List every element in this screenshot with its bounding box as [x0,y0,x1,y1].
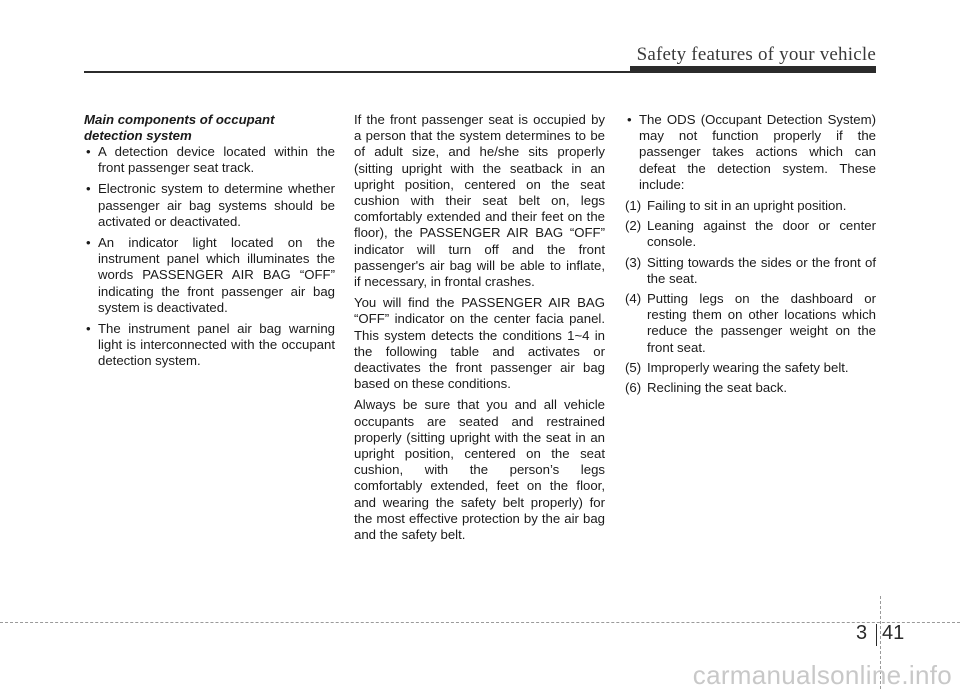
list-marker: (4) [625,291,642,307]
list-item [625,291,876,356]
column-middle [354,112,605,548]
actions-list [625,198,876,396]
list-item [625,218,876,250]
list-item [625,380,876,396]
page-number: 41 [882,622,905,644]
list-text: Putting legs on the dashboard or resting them on other locations which reduce the passenger weight on the front seat. [647,291,876,355]
list-text: Failing to sit in an upright position. [647,198,847,214]
list-item: • The instrument panel air bag warning light is interconnected with the occupant detection system. [84,321,335,370]
list-marker: (6) [625,380,642,396]
list-marker: (5) [625,359,642,375]
list-item [625,360,876,376]
list-item: • The ODS (Occupant Detection System) may not function properly if the passenger takes actions which can defeat the detection system. These include: [625,112,876,193]
paragraph: You will find the PASSENGER AIR BAG “OFF” indicator on the center facia panel. This system detects the conditions 1~4 in the following table and activates or deactivates the front passenger air bag based on these conditions. [354,295,605,392]
subheading: Main components of occupant detection system [84,112,275,143]
list-item [625,255,876,287]
ods-note [625,112,876,193]
chapter-number: 3 [856,622,868,644]
page-number-separator [876,624,877,646]
footer-crop-line [0,622,960,623]
paragraph: Always be sure that you and all vehicle occupants are seated and restrained properly (sitting upright with the seat in an upright position, centered on the seat cushion, with the person’s legs comfortably extended, feet on the floor, and wearing the safety belt properly) for the most effective protection by the air bag and the safety belt. [354,397,605,543]
list-item: • Electronic system to determine whether passenger air bag systems should be activated or deactivated. [84,181,335,230]
header-rule [84,71,876,73]
column-right [625,112,876,400]
watermark: carmanualsonline.info [692,660,952,690]
list-item: • An indicator light located on the instrument panel which illuminates the words PASSENGER AIR BAG “OFF” indicating the front passenger air bag system is deactivated. [84,235,335,316]
list-item [625,198,876,214]
list-item: • A detection device located within the front passenger seat track. [84,144,335,176]
list-marker: (1) [625,198,642,214]
section-title: Safety features of your vehicle [636,44,876,65]
list-text: Sitting towards the sides or the front of the seat. [647,254,876,286]
list-text: Leaning against the door or center console. [647,218,876,250]
components-list [84,144,335,370]
list-marker: (2) [625,218,642,234]
list-text: Reclining the seat back. [647,380,788,396]
column-left [84,112,335,375]
paragraph: If the front passenger seat is occupied by a person that the system determines to be of adult size, and he/she sits properly (sitting upright with the seatback in an upright position, centered on the seat cushion with their seat belt on, legs comfortably extended and their feet on the floor), the PASSENGER AIR BAG “OFF” indicator will turn off and the front passenger's air bag will be able to inflate, if necessary, in frontal crashes. [354,112,605,290]
list-marker: (3) [625,254,642,270]
list-text: Improperly wearing the safety belt. [647,359,849,375]
